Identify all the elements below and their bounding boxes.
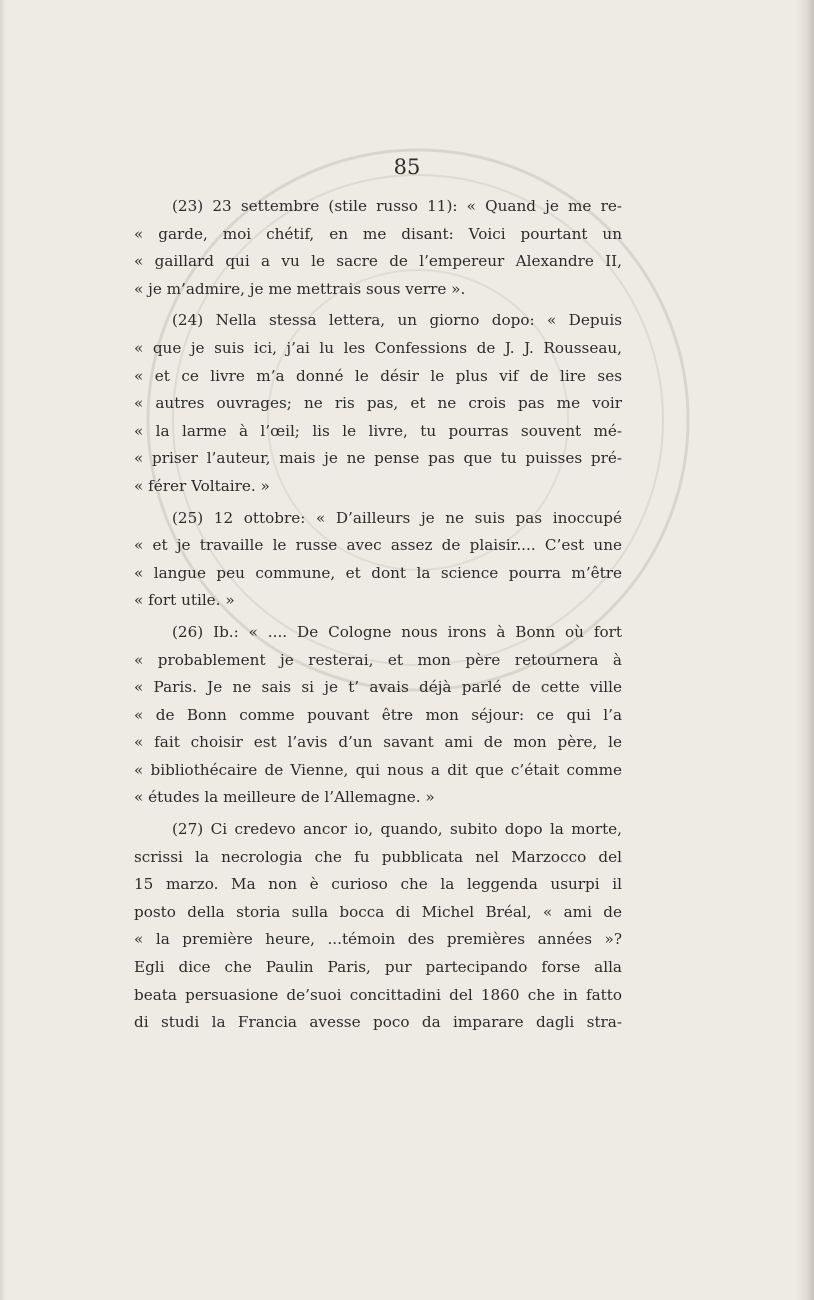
- text-line: « études la meilleure de l’Allemagne. »: [134, 788, 435, 807]
- text-line: « et je travaille le russe avec assez de plaisir.... C’est une: [134, 536, 622, 555]
- footnote-25: [134, 505, 622, 615]
- text-line: 15 marzo. Ma non è curioso che la leggenda usurpi il: [134, 875, 622, 894]
- text-line: (27) Ci credevo ancor io, quando, subito dopo la morte,: [172, 820, 622, 839]
- text-line: beata persuasione de’suoi concittadini del 1860 che in fatto: [134, 985, 622, 1004]
- text-line: « fort utile. »: [134, 591, 235, 610]
- page-number: 85: [393, 155, 421, 179]
- text-line: « la larme à l’œil; lis le livre, tu pourras souvent mé-: [134, 421, 622, 440]
- text-line: « que je suis ici, j’ai lu les Confessions de J. J. Rousseau,: [134, 338, 622, 357]
- footnote-23: [134, 193, 622, 303]
- text-line: « la première heure, ...témoin des premières années »?: [134, 930, 622, 949]
- text-line: « priser l’auteur, mais je ne pense pas que tu puisses pré-: [134, 449, 622, 468]
- text-line: « probablement je resterai, et mon père retournera à: [134, 650, 622, 669]
- text-line: « de Bonn comme pouvant être mon séjour: ce qui l’a: [134, 705, 622, 724]
- footnote-24: [134, 307, 622, 500]
- text-line: scrissi la necrologia che fu pubblicata nel Marzocco del: [134, 847, 622, 866]
- text-line: « férer Voltaire. »: [134, 476, 270, 495]
- text-line: « garde, moi chétif, en me disant: Voici pourtant un: [134, 224, 622, 243]
- text-line: « et ce livre m’a donné le désir le plus vif de lire ses: [134, 366, 622, 385]
- footnote-26: [134, 619, 622, 812]
- text-line: (26) Ib.: « .... De Cologne nous irons à Bonn où fort: [172, 622, 622, 641]
- text-line: « fait choisir est l’avis d’un savant ami de mon père, le: [134, 733, 622, 752]
- text-line: « Paris. Je ne sais si je t’ avais déjà parlé de cette ville: [134, 678, 622, 697]
- page-left-edge: [0, 0, 6, 1300]
- text-line: Egli dice che Paulin Paris, pur partecipando forse alla: [134, 958, 622, 977]
- text-line: « autres ouvrages; ne ris pas, et ne crois pas me voir: [134, 394, 622, 413]
- footnote-27: [134, 816, 622, 1037]
- text-line: (25) 12 ottobre: « D’ailleurs je ne suis pas inoccupé: [172, 508, 622, 527]
- text-line: « je m’admire, je me mettrais sous verre ».: [134, 279, 466, 298]
- text-line: (23) 23 settembre (stile russo 11): « Quand je me re-: [172, 197, 622, 215]
- text-line: « gaillard qui a vu le sacre de l’empereur Alexandre II,: [134, 252, 622, 271]
- page-right-edge: [796, 0, 814, 1300]
- text-line: « langue peu commune, et dont la science pourra m’être: [134, 563, 622, 582]
- text-line: posto della storia sulla bocca di Michel Bréal, « ami de: [134, 902, 622, 921]
- text-line: « bibliothécaire de Vienne, qui nous a dit que c’était comme: [134, 760, 622, 779]
- text-line: di studi la Francia avesse poco da imparare dagli stra-: [134, 1013, 622, 1032]
- text-line: (24) Nella stessa lettera, un giorno dopo: « Depuis: [172, 311, 622, 330]
- footnotes-body: [134, 193, 622, 1037]
